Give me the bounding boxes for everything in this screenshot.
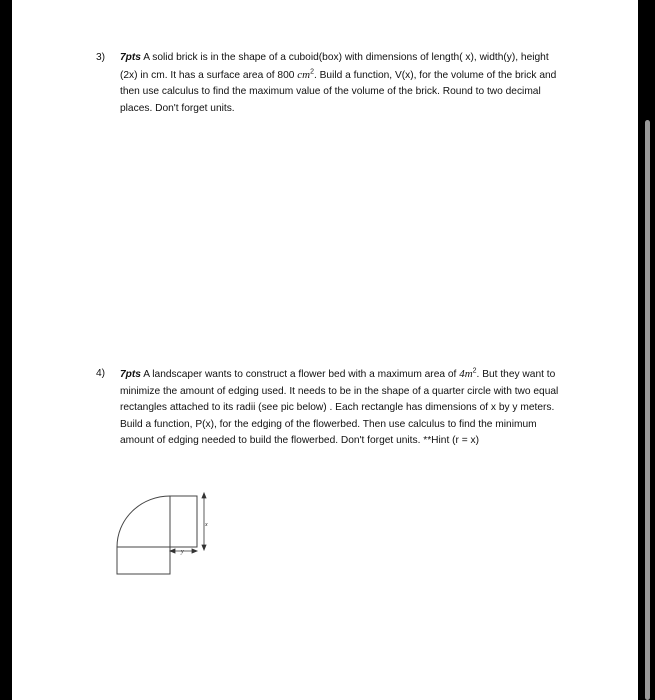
top-rectangle (170, 496, 197, 547)
problem-4-exponent: 2 (472, 367, 477, 375)
problem-3-text-a: A solid brick is in the shape of a cuboid(box) with dimensions of length( x), width(y), height (2x) in cm. It has a surface area of 800 (120, 52, 549, 81)
problem-3-text-b: . Build a function, V(x), for the volume of the brick and then use calculus to find the maximum value of the volume of the brick. Round to two decimal places. Don't forget units. (120, 69, 557, 114)
left-rectangle (117, 547, 170, 574)
problem-3 (96, 50, 566, 117)
quarter-circle-arc (117, 496, 170, 547)
problem-4-number: 4) (96, 368, 106, 379)
problem-3-number: 3) (96, 52, 106, 63)
label-y: y (181, 549, 184, 555)
problem-4-text-a: A landscaper wants to construct a flower bed with a maximum area of (140, 369, 460, 380)
problem-3-unit: cm (297, 68, 311, 81)
problem-4-points: 7pts (120, 369, 141, 380)
label-x: x (205, 522, 208, 528)
problem-3-text (120, 50, 566, 117)
problem-3-exponent: 2 (310, 68, 314, 76)
problem-4-text (120, 366, 566, 450)
flowerbed-diagram (110, 490, 220, 585)
problem-4 (96, 366, 566, 450)
scrollbar[interactable] (645, 120, 650, 700)
problem-4-area: 4m (459, 368, 473, 380)
problem-3-points: 7pts (120, 52, 141, 63)
problem-4-text-b: . But they want to minimize the amount of edging used. It needs to be in the shape of a quarter circle with two equal rectangles attached to its radii (see pic below) . Each rectangle has dimensions of x by y meters. Build a function, P(x), for the edging of the flowerbed. Then use calculus to find the minimum amount of edging needed to build the flowerbed. Don't forget units. **Hint (r = x) (120, 369, 559, 447)
